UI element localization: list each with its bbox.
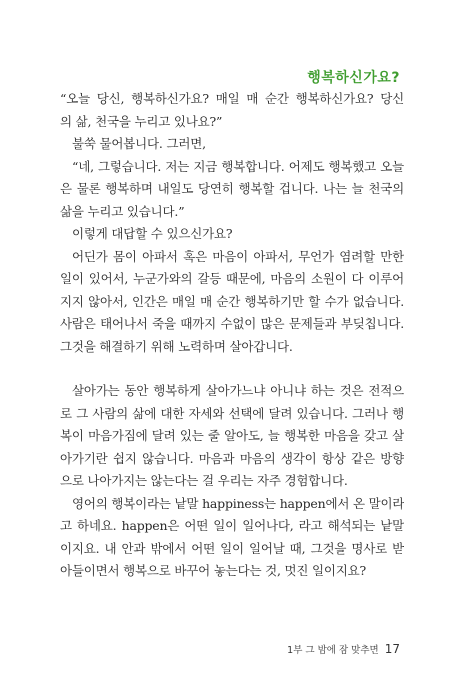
text-line: 불쑥 물어봅니다. 그러면,	[72, 136, 206, 151]
text-line: 아가기란 쉽지 않습니다. 마음과 마음의 생각이 항상 같은 방향	[60, 450, 404, 466]
text-line: 아들이면서 행복으로 바꾸어 놓는다는 것, 멋진 일이지요?	[60, 563, 367, 578]
body-text	[60, 88, 404, 583]
text-line: 그것을 해결하기 위해 노력하며 살아갑니다.	[60, 338, 293, 354]
text-line: 영어의 행복이라는 낱말 happiness는 happen에서 온 말이라	[72, 495, 404, 511]
text-line: 살아가는 동안 행복하게 살아가느냐 아니냐 하는 것은 전적으	[72, 383, 404, 398]
text-line: 이지요. 내 안과 밖에서 어떤 일이 일어날 때, 그것을 명사로 받	[60, 540, 404, 556]
text-line: 일이 있어서, 누군가와의 갈등 때문에, 마음의 소원이 다 이루어	[60, 271, 404, 286]
text-line: “네, 그렇습니다. 저는 지금 행복합니다. 어제도 행복했고 오늘	[72, 158, 404, 174]
page-number: 17	[384, 642, 400, 656]
text-line: 어딘가 몸이 아파서 혹은 마음이 아파서, 무언가 염려할 만한	[72, 248, 404, 264]
page-footer	[287, 642, 400, 656]
running-footer: 1부 그 밤에 잠 맞추면	[287, 645, 379, 656]
text-line: 복이 마음가짐에 달려 있는 줄 알아도, 늘 행복한 마음을 갖고 살	[60, 428, 404, 443]
text-line: 삶을 누리고 있습니다.”	[60, 203, 185, 219]
text-line: 은 물론 행복하며 내일도 당연히 행복할 겁니다. 나는 늘 천국의	[60, 181, 404, 196]
section-title: 행복하신가요?	[307, 70, 400, 86]
text-line: 지지 않아서, 인간은 매일 매 순간 행복하기만 할 수가 없습니다.	[60, 293, 404, 309]
text-line: 이렇게 대답할 수 있으신가요?	[72, 226, 233, 241]
text-line: 사람은 태어나서 죽을 때까지 수없이 많은 문제들과 부딪칩니다.	[60, 316, 404, 331]
text-line: “오늘 당신, 행복하신가요? 매일 매 순간 행복하신가요? 당신	[60, 91, 404, 106]
text-line: 의 삶, 천국을 누리고 있나요?”	[60, 113, 223, 129]
text-line: 고 하네요. happen은 어떤 일이 일어나다, 라고 해석되는 낱말	[60, 518, 404, 533]
text-line: 로 그 사람의 삶에 대한 자세와 선택에 달려 있습니다. 그러나 행	[60, 405, 404, 421]
paragraph-gap	[60, 358, 404, 380]
text-line: 으로 나아가지는 않는다는 걸 우리는 자주 경험합니다.	[60, 473, 348, 488]
